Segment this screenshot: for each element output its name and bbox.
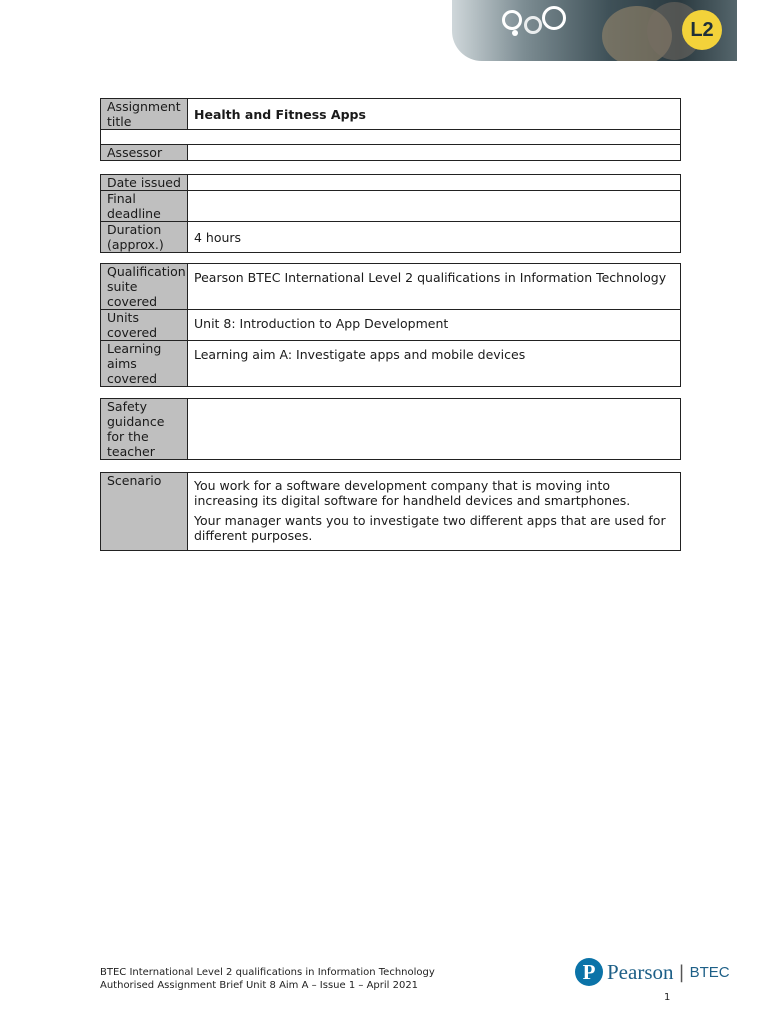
brand-sub: BTEC: [689, 963, 730, 981]
row-label: Assessor: [101, 145, 188, 161]
page-number: 1: [664, 992, 671, 1003]
scenario-table: [100, 472, 681, 551]
header-banner: [452, 0, 737, 61]
spacer-cell: [101, 130, 681, 145]
row-label: Scenario: [101, 473, 188, 551]
dates-table: [100, 174, 681, 253]
table-row: [101, 399, 681, 460]
duration-value: 4 hours: [188, 222, 681, 253]
assignment-title-value: Health and Fitness Apps: [188, 99, 681, 130]
row-label: Duration (approx.): [101, 222, 188, 253]
table-row: [101, 341, 681, 387]
table-row: [101, 191, 681, 222]
qualification-table: [100, 263, 681, 387]
dot-decoration-icon: [512, 30, 518, 36]
safety-value: [188, 399, 681, 460]
qualification-value: Pearson BTEC International Level 2 qualifications in Information Technology: [188, 264, 681, 310]
scenario-paragraph: You work for a software development company that is moving into increasing its digital software for handheld devices and smartphones.: [194, 478, 631, 508]
table-row: [101, 264, 681, 310]
pearson-btec-logo: [575, 956, 730, 988]
learning-aims-value: Learning aim A: Investigate apps and mobile devices: [188, 341, 681, 387]
table-row: [101, 473, 681, 551]
table-row: [101, 99, 681, 130]
circle-decoration-icon: [524, 16, 542, 34]
brand-name: Pearson: [607, 959, 674, 984]
table-row: [101, 145, 681, 161]
row-label: Final deadline: [101, 191, 188, 222]
assignment-info-table: [100, 98, 681, 161]
row-label: Qualification suite covered: [101, 264, 188, 310]
level-badge: L2: [682, 10, 722, 50]
table-row: [101, 310, 681, 341]
table-row: [101, 175, 681, 191]
row-label: Learning aims covered: [101, 341, 188, 387]
footer-line: BTEC International Level 2 qualifications in Information Technology: [100, 967, 435, 978]
units-value: Unit 8: Introduction to App Development: [188, 310, 681, 341]
scenario-value: [188, 473, 681, 551]
row-label: Units covered: [101, 310, 188, 341]
final-deadline-value: [188, 191, 681, 222]
row-label: Date issued: [101, 175, 188, 191]
footer-line: Authorised Assignment Brief Unit 8 Aim A – Issue 1 – April 2021: [100, 980, 419, 991]
brand-divider: |: [678, 961, 685, 983]
circle-decoration-icon: [542, 6, 566, 30]
faded-banner-text: [175, 8, 435, 56]
table-row: [101, 222, 681, 253]
row-label: Assignment title: [101, 99, 188, 130]
assessor-value: [188, 145, 681, 161]
row-label: Safety guidance for the teacher: [101, 399, 188, 460]
footer-text: [100, 966, 435, 992]
circle-decoration-icon: [502, 10, 522, 30]
scenario-paragraph: Your manager wants you to investigate two different apps that are used for different purposes.: [194, 513, 666, 543]
date-issued-value: [188, 175, 681, 191]
safety-table: [100, 398, 681, 460]
pearson-p-icon: P: [575, 958, 603, 986]
table-row: [101, 130, 681, 145]
